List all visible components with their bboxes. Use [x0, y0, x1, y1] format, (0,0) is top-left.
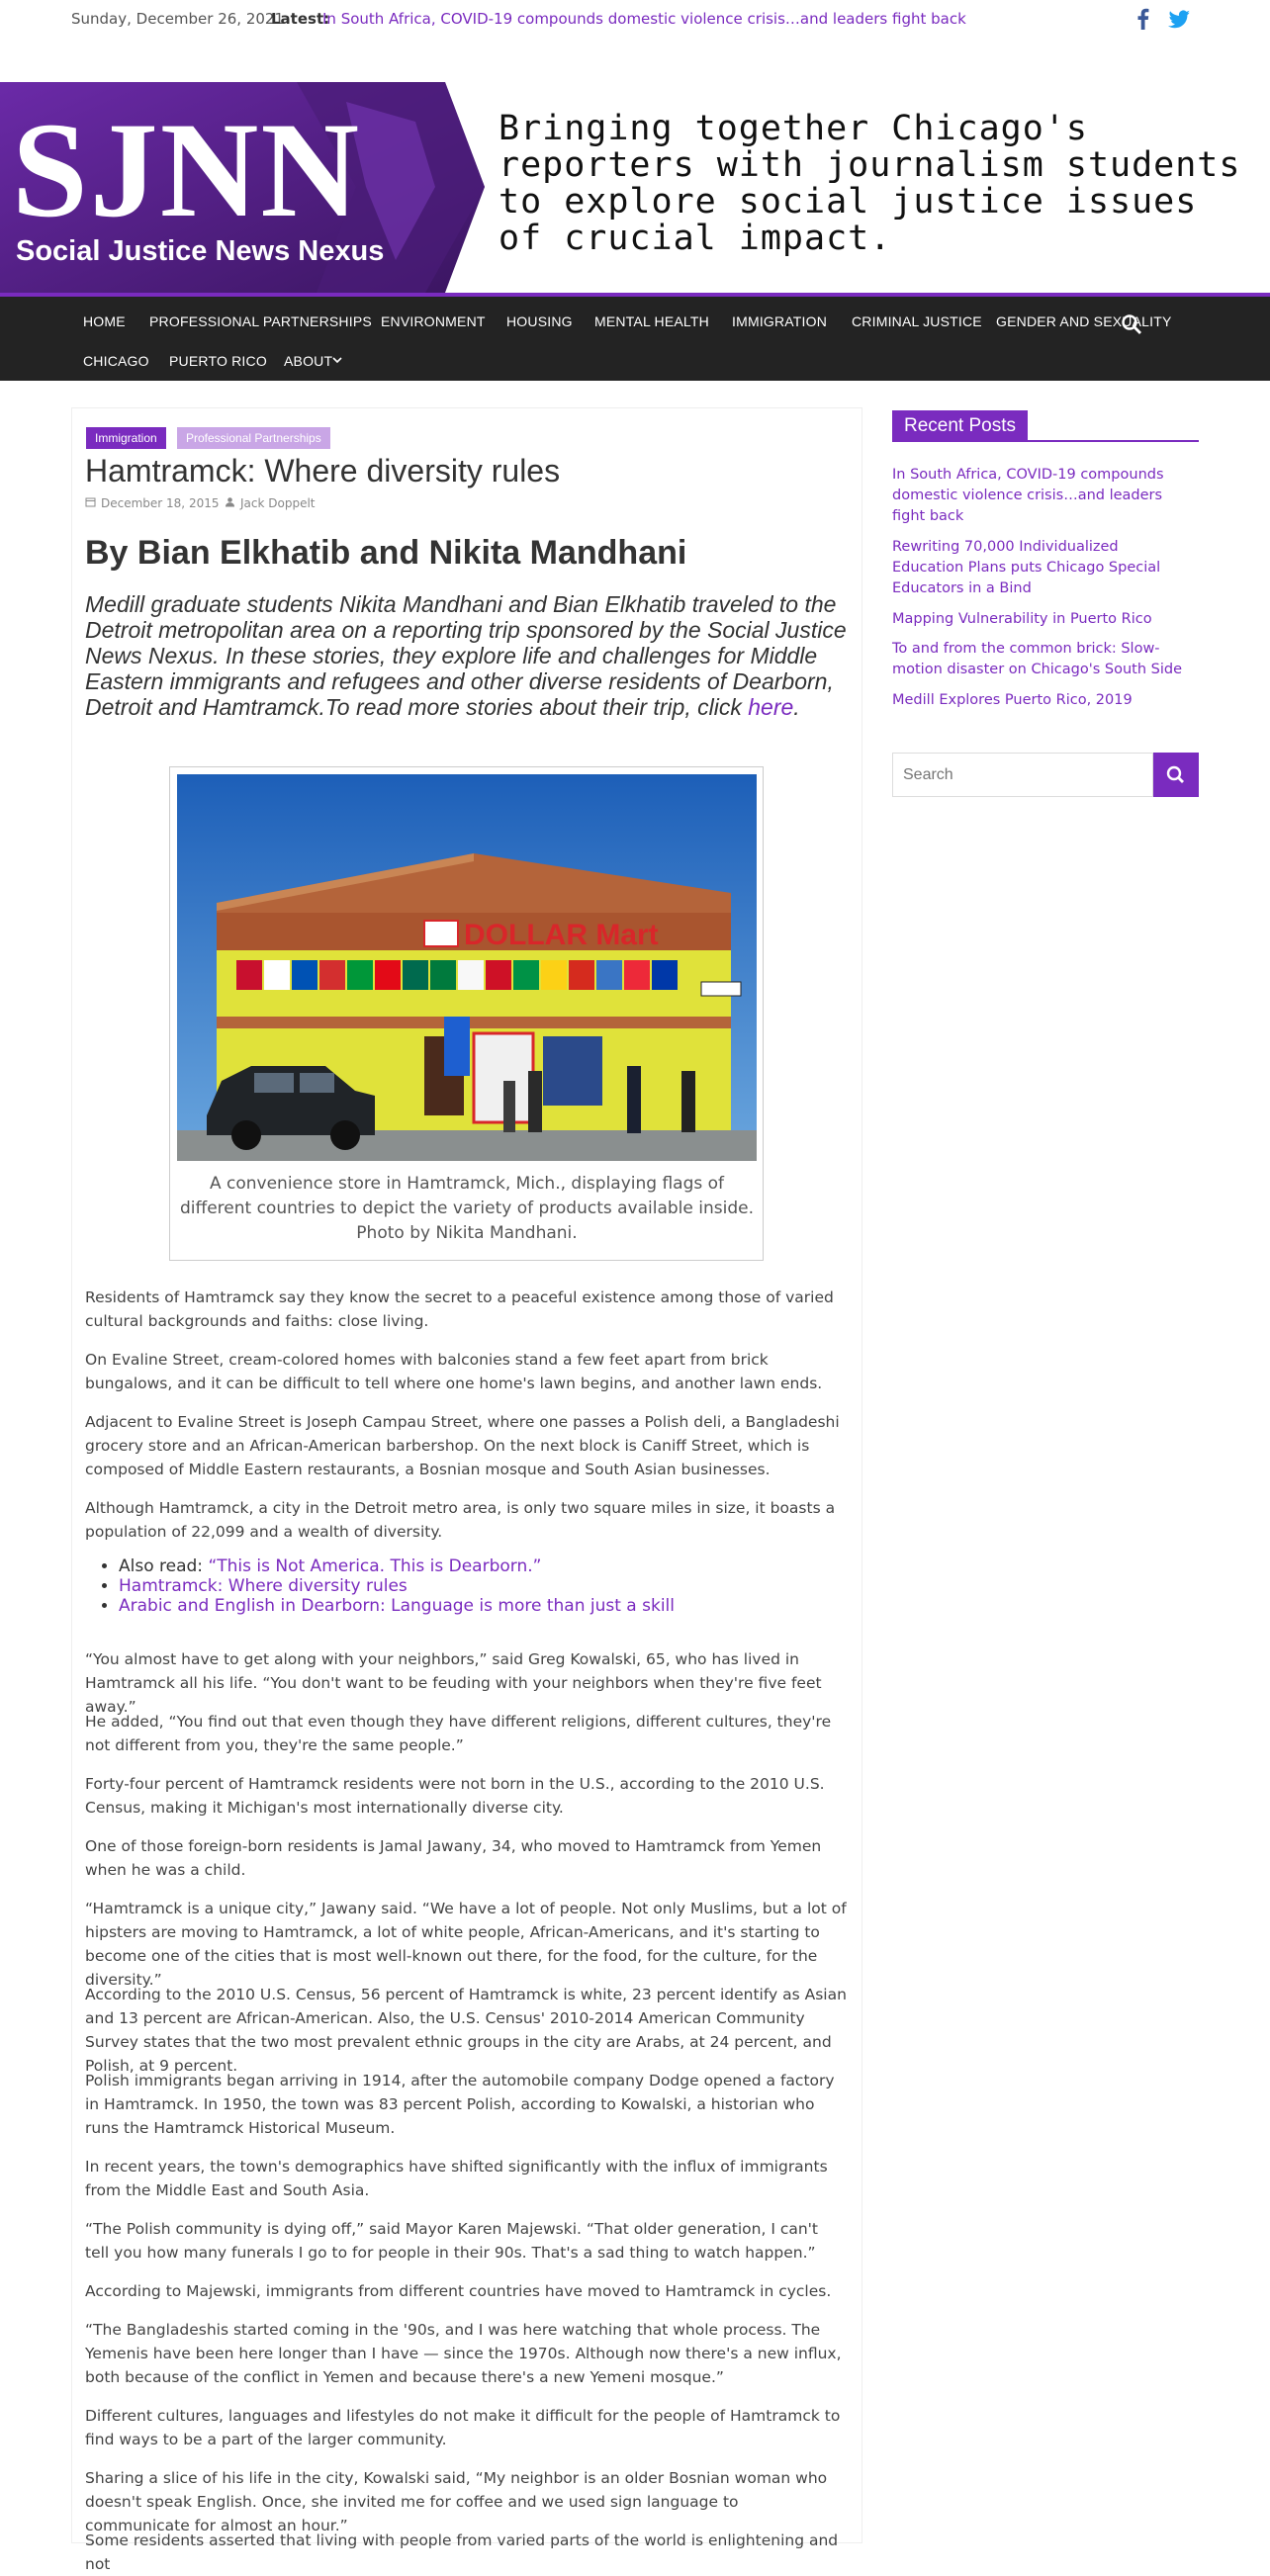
recent-posts-title: Recent Posts [892, 410, 1028, 442]
store-sign-text: DOLLAR Mart [464, 919, 659, 951]
intro-text: Medill graduate students Nikita Mandhani and Bian Elkhatib traveled to the Detroit metropolitan area on a reporting trip sponsored by the Social Justice News Nexus. In these stories, they explore life and challenges for Middle Eastern immigrants and refugees and other diverse residents of Dearborn, Detroit and Hamtramck.To read more stories about their trip, click [85, 591, 847, 720]
article-paragraph: Forty-four percent of Hamtramck residents were not born in the U.S., according to the 2010 U.S. Census, making it Michigan's most internationally diverse city. [85, 1775, 825, 1817]
article-paragraph: One of those foreign-born residents is Jamal Jawany, 34, who moved to Hamtramck from Yemen when he was a child. [85, 1837, 822, 1879]
related-articles-list [119, 1556, 811, 1616]
nav-immigration[interactable]: IMMIGRATION [732, 313, 828, 329]
article-paragraph: On Evaline Street, cream-colored homes with balconies stand a few feet apart from brick bungalows, and it can be difficult to tell where one home's lawn begins, and another lawn ends. [85, 1351, 823, 1392]
nav-professional-partnerships[interactable]: PROFESSIONAL PARTNERSHIPS [149, 313, 372, 329]
recent-post-link[interactable]: In South Africa, COVID-19 compounds domestic violence crisis…and leaders fight back [892, 467, 1164, 524]
intro-end: . [793, 694, 800, 720]
also-read-label: Also read: [119, 1556, 209, 1576]
article-paragraph: “The Polish community is dying off,” said Mayor Karen Majewski. “That older generation, I can't tell you how many funerals I go to for people in their 90s. That's a sad thing to watch happen.” [85, 2220, 819, 2262]
article-paragraph: Residents of Hamtramck say they know the secret to a peaceful existence among those of varied cultural backgrounds and faiths: close living. [85, 1288, 834, 1330]
top-bar [0, 0, 1270, 40]
article-paragraph: Sharing a slice of his life in the city, Kowalski said, “My neighbor is an older Bosnian woman who doesn't speak English. Once, she invited me for coffee and we used sign language to communicate for almost an hour.” [85, 2469, 828, 2534]
nav-housing[interactable]: HOUSING [506, 313, 573, 329]
intro-here-link[interactable]: here [748, 694, 794, 720]
photo-caption: A convenience store in Hamtramck, Mich., displaying flags of different countries to depict the variety of products available inside. Photo by Nikita Mandhani. [179, 1174, 755, 1243]
article-title: Hamtramck: Where diversity rules [85, 453, 561, 489]
nav-puerto-rico[interactable]: PUERTO RICO [169, 353, 267, 369]
store-photo [177, 774, 757, 1161]
article-paragraph: Adjacent to Evaline Street is Joseph Campau Street, where one passes a Polish deli, a Bangladeshi grocery store and an African-American barbershop. On the next block is Caniff Street, which is composed of Middle Eastern restaurants, a Bosnian mosque and South Asian businesses. [85, 1413, 840, 1478]
calendar-icon [85, 496, 96, 510]
article-paragraph: According to the 2010 U.S. Census, 56 percent of Hamtramck is white, 23 percent identify as Asian and 13 percent are African-American. Also, the U.S. Census' 2010-2014 American Community Survey states that the two most prevalent ethnic groups in the city are Arabs, at 24 percent, and Polish, at 9 percent. [85, 1986, 847, 2075]
category-badge-professional-partnerships[interactable]: Professional Partnerships [177, 427, 330, 449]
article-paragraph: “The Bangladeshis started coming in the '90s, and I was here watching that whole process. The Yemenis have been here longer than I have — since the 1970s. Although now there's a new influx, both because of the conflict in Yemen and because there's a new Yemeni mosque.” [85, 2321, 842, 2386]
related-article-link[interactable]: Arabic and English in Dearborn: Language is more than just a skill [119, 1596, 675, 1616]
article-date[interactable]: December 18, 2015 [101, 496, 220, 510]
related-article-item [119, 1556, 811, 1576]
category-badge-immigration[interactable]: Immigration [86, 427, 166, 449]
latest-news-link[interactable]: In South Africa, COVID-19 compounds domestic violence crisis…and leaders fight back [322, 10, 966, 28]
user-icon [225, 496, 235, 510]
article-paragraph: He added, “You find out that even though they have different religions, different cultures, they're not different from you, they're the same people.” [85, 1713, 832, 1754]
logo-subtitle: Social Justice News Nexus [16, 235, 385, 267]
nav-mental-health[interactable]: MENTAL HEALTH [594, 313, 709, 329]
article-author[interactable]: Jack Doppelt [240, 496, 316, 510]
nav-criminal-justice[interactable]: CRIMINAL JUSTICE [852, 313, 982, 329]
article-paragraph: “You almost have to get along with your neighbors,” said Greg Kowalski, 65, who has lived in Hamtramck all his life. “You don't want to be feuding with your neighbors when they're five feet away.” [85, 1650, 822, 1716]
search-icon[interactable] [1120, 312, 1143, 336]
nav-gender-and-sexuality[interactable]: GENDER AND SEXUALITY [996, 313, 1172, 329]
recent-post-link[interactable]: Medill Explores Puerto Rico, 2019 [892, 692, 1133, 708]
article-paragraph: not [85, 2555, 111, 2573]
nav-chicago[interactable]: CHICAGO [83, 353, 149, 369]
article-paragraph: Different cultures, languages and lifestyles do not make it difficult for the people of Hamtramck to find ways to be a part of the larger community. [85, 2407, 841, 2448]
latest-label: Latest: [271, 10, 330, 28]
twitter-icon[interactable] [1166, 6, 1192, 32]
current-date: Sunday, December 26, 2021 [71, 10, 285, 28]
related-article-item [119, 1576, 811, 1596]
recent-post-link[interactable]: Mapping Vulnerability in Puerto Rico [892, 611, 1152, 627]
recent-post-link[interactable]: To and from the common brick: Slow-motion disaster on Chicago's South Side [892, 641, 1182, 677]
logo-wordmark: SJNN [12, 94, 362, 245]
article-paragraph: In recent years, the town's demographics have shifted significantly with the influx of immigrants from the Middle East and South Asia. [85, 2158, 828, 2199]
related-article-link[interactable]: Hamtramck: Where diversity rules [119, 1576, 408, 1596]
article-byline: By Bian Elkhatib and Nikita Mandhani [85, 534, 687, 572]
article-paragraph: Polish immigrants began arriving in 1914, after the automobile company Dodge opened a factory in Hamtramck. In 1950, the town was 83 percent Polish, according to Kowalski, a historian who runs the Hamtramck Historical Museum. [85, 2072, 835, 2137]
nav-environment[interactable]: ENVIRONMENT [381, 313, 486, 329]
article-paragraph: According to Majewski, immigrants from different countries have moved to Hamtramck in cycles. [85, 2282, 832, 2300]
site-logo[interactable] [0, 82, 485, 293]
article-paragraph: “Hamtramck is a unique city,” Jawany said. “We have a lot of people. Not only Muslims, but a lot of hipsters are moving to Hamtramck, a lot of white people, African-Americans, and it's starting to become one of the cities that is most well-known out there, for the food, for the culture, for the diversity.” [85, 1900, 847, 1989]
chevron-down-icon [332, 353, 342, 370]
search-icon [1153, 753, 1199, 797]
related-article-item [119, 1596, 811, 1616]
site-tagline: Bringing together Chicago's reporters with journalism students to explore social justice issues of crucial impact. [499, 109, 1241, 258]
recent-post-link[interactable]: Rewriting 70,000 Individualized Education Plans puts Chicago Special Educators in a Bind [892, 539, 1161, 596]
main-navigation [0, 293, 1270, 381]
nav-home[interactable]: HOME [83, 313, 126, 329]
sidebar-search-button[interactable] [1153, 753, 1199, 797]
nav-about[interactable]: ABOUT [284, 353, 333, 369]
sidebar-search-input[interactable] [892, 753, 1153, 797]
article-paragraph: Although Hamtramck, a city in the Detroit metro area, is only two square miles in size, it boasts a population of 22,099 and a wealth of diversity. [85, 1499, 836, 1541]
article-intro [85, 591, 847, 720]
related-article-link[interactable]: “This is Not America. This is Dearborn.” [208, 1556, 542, 1576]
facebook-icon[interactable] [1131, 6, 1156, 32]
